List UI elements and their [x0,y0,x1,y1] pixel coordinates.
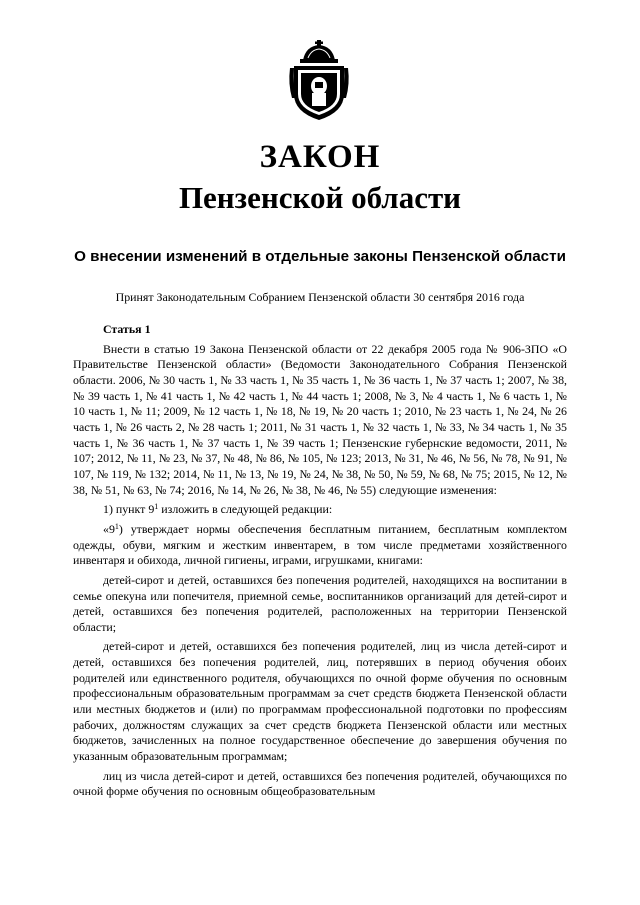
quote-text: ) утверждает нормы обеспечения бесплатным питанием, бесплатным комплектом одежды, обуви, мягким и жестким инвентарем, в том числе предметами хозяйственного инвентаря и обихода, личной гигиены, играми, игрушками, книгами: [73,521,567,568]
item-1-superscript: 1 [154,502,159,512]
article-intro-paragraph: Внести в статью 19 Закона Пензенской области от 22 декабря 2005 года № 906-ЗПО «О Правительстве Пензенской области» (Ведомости Законодательного Собрания Пензенской области. 2006, № 30 часть 1, № 33 часть 1, № 35 часть 1, № 36 часть 1, № 37 часть 1; 2007, № 38, № 39 часть 1, № 41 часть 1, № 42 часть 1, № 44 часть 1; 2008, № 3, № 4 часть 1, № 6 часть 1, № 10 часть 1, № 11; 2009, № 12 часть 1, № 18, № 19, № 20 часть 1; 2010, № 23 часть 1, № 24, № 26 часть 1, № 26 часть 2, № 28 часть 1; 2011, № 31 часть 1, № 32 часть 1, № 33, № 34 часть 1, № 35 часть 1, № 36 часть 1, № 37 часть 1, № 39 часть 1; Пензенские губернские ведомости, 2011, № 107; 2012, № 11, № 23, № 37, № 48, № 86, № 105, № 123; 2013, № 31, № 46, № 56, № 78, № 91, № 107, № 119, № 132; 2014, № 11, № 13, № 19, № 24, № 38, № 50, № 59, № 68, № 75; 2015, № 12, № 38, № 51, № 63, № 74; 2016, № 14, № 26, № 38, № 46, № 55) следующие изменения: [73,341,567,497]
quoted-clause-paragraph [73,522,567,569]
article-heading: Статья 1 [103,322,151,336]
adoption-line: Принят Законодательным Собранием Пензенской области 30 сентября 2016 года [115,290,525,304]
quote-prefix: «9 [103,521,115,536]
law-subject-heading: О внесении изменений в отдельные законы Пензенской области [74,248,566,265]
document-body [73,322,567,800]
quote-superscript: 1 [114,521,119,531]
item-1-suffix: изложить в следующей редакции: [158,502,333,517]
general-education-paragraph: лиц из числа детей-сирот и детей, оставшихся без попечения родителей, обучающихся по очной форме обучения по основным общеобразовательным [73,768,567,799]
region-title: Пензенской области [178,180,462,215]
document-type-title: ЗАКОН [259,139,381,175]
coat-of-arms-icon [286,40,352,122]
students-paragraph: детей-сирот и детей, оставшихся без попечения родителей, лиц из числа детей-сирот и детей, оставшихся без попечения родителей, лиц, потерявших в период обучения обоих родителей или единственного родителя, обучающихся по очной форме обучения по основным профессиональным образовательным программам за счет средств бюджета Пензенской области или местных бюджетов и (или) по программам профессиональной подготовки по профессиям рабочих, должностям служащих за счет средств бюджета Пензенской области или местных бюджетов, зачисленных на полное государственное обеспечение до завершения обучения по указанным образовательным программам; [73,639,567,764]
item-1-paragraph [73,502,567,518]
orphans-paragraph: детей-сирот и детей, оставшихся без попечения родителей, находящихся на воспитании в семье опекуна или попечителя, приемной семье, воспитанников организаций для детей-сирот и детей, оставшихся без попечения родителей, расположенных на территории Пензенской области; [73,572,567,634]
item-1-prefix: 1) пункт 9 [103,502,155,517]
